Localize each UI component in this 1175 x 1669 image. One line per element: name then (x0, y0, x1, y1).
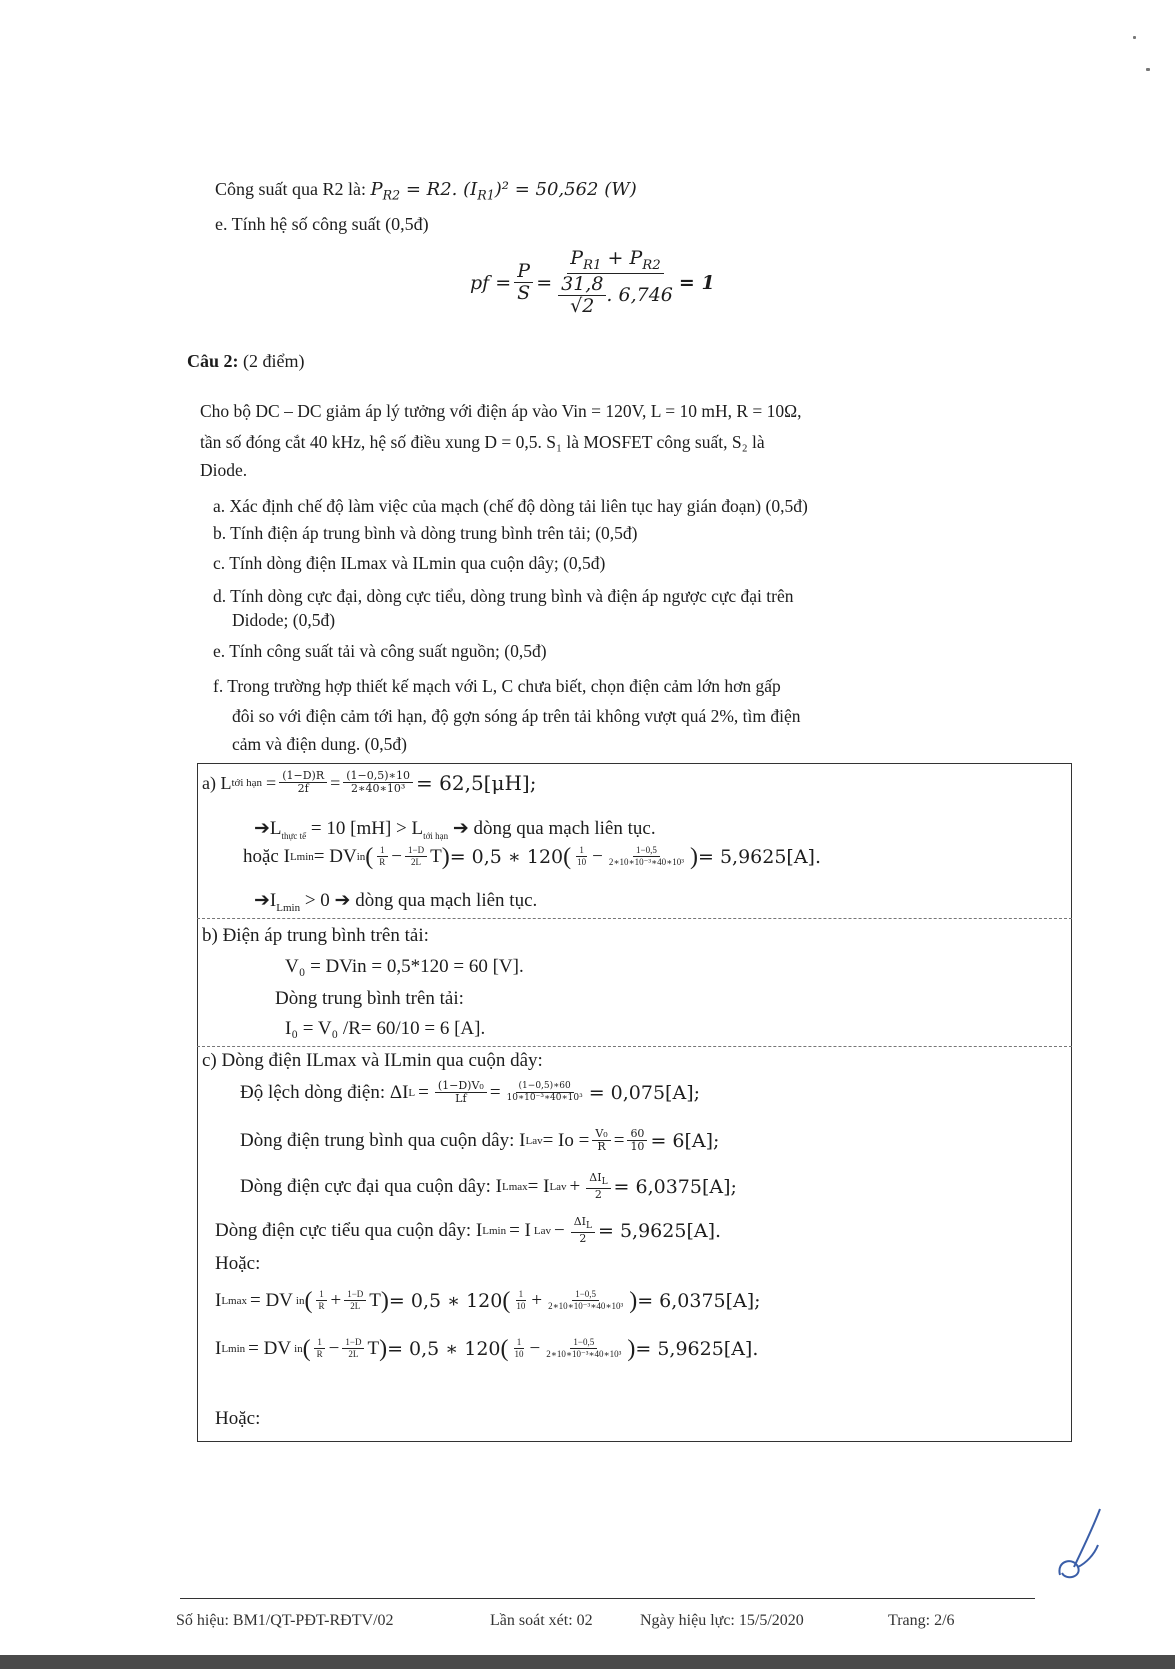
answer-hoac-2: Hoặc: (215, 1408, 261, 1429)
answer-b-title: b) Điện áp trung bình trên tải: (202, 925, 429, 946)
power-factor-formula: pf = $\frac{P}{S}$ = $P_{R1} + P_{R2}$ $\frac{31,8}{√2}$ . 6,746 = 1 (470, 247, 715, 318)
answer-c-avg: Dòng điện trung bình qua cuộn dây: I Lav = Io = $\frac{\text{V₀}}{R}$ = $\frac{60}{10}$ = 6[A]; (240, 1127, 720, 1154)
power-r2-label: Công suất qua R2 là: (215, 179, 366, 199)
question-item-e: e. Tính công suất tải và công suất nguồn; (0,5đ) (213, 641, 547, 661)
answer-b-vo: V₀ = DVin = 0,5*120 = 60 [V]. (285, 956, 524, 977)
pf-fraction-main: $P_{R1} + P_{R2}$ $\frac{31,8}{√2}$ . 6,746 (555, 248, 676, 318)
answer-box-bottom (197, 1441, 1072, 1442)
answer-eq-lmin: I Lmin = DV in ( $\frac{1}{R}$ − $\frac{1-D}{2L}$ T ) = 0,5 ∗ 120 ( $\frac{1}{10}$ − $\frac{1-0,5}{\text{2∗10∗10⁻³∗40∗10³}}$ ) = 5,9625[A]. (215, 1336, 759, 1362)
question-2-intro-3: Diode. (200, 460, 248, 480)
question-item-a: a. Xác định chế độ làm việc của mạch (chế độ dòng tải liên tục hay gián đoạn) (0,5đ) (213, 496, 808, 516)
question-item-d: d. Tính dòng cực đại, dòng cực tiểu, dòng trung bình và điện áp ngược cực đại trên (213, 586, 794, 606)
question-2-intro-2: tần số đóng cắt 40 kHz, hệ số điều xung D = 0,5. S₁ là MOSFET công suất, S₂ là (200, 432, 765, 452)
footer-effective-date: Ngày hiệu lực: 15/5/2020 (640, 1612, 804, 1629)
question-item-f-cont-1: đôi so với điện cảm tới hạn, độ gợn sóng áp trên tải không vượt quá 2%, tìm điện (232, 706, 801, 726)
signature-mark (1052, 1505, 1112, 1585)
footer-rule (180, 1598, 1035, 1599)
pf-lhs: pf = (470, 272, 512, 295)
footer-page-number: Trang: 2/6 (888, 1612, 955, 1629)
power-r2-result: )² = 50,562 (W) (494, 179, 637, 200)
answer-box-top (197, 763, 1072, 764)
question-2-intro-1: Cho bộ DC – DC giảm áp lý tưởng với điện áp vào Vin = 120V, L = 10 mH, R = 10Ω, (200, 401, 802, 421)
question-item-c: c. Tính dòng điện ILmax và ILmin qua cuộn dây; (0,5đ) (213, 553, 606, 573)
pf-fraction-ps: $\frac{P}{S}$ (514, 261, 533, 305)
question-2-title: Câu 2: (2 điểm) (187, 351, 305, 371)
answer-a-line-4: $➔I_{Lmin} > 0$ ➔ dòng qua mạch liên tục. (254, 890, 538, 914)
answer-a-line-3: hoặc I Lmin = DV in ( $\frac{1}{R}$ − $\frac{1-D}{2L}$ T ) = 0,5 ∗ 120 ( $\frac{1}{10}$ − $\frac{1-0,5}{\text{2∗10∗10⁻³∗40∗10³}}$ ) = 5,9625[A]. (243, 844, 822, 870)
scan-speck (1133, 36, 1136, 39)
answer-divider-bc (197, 1046, 1072, 1047)
answer-a-line-2: $➔L_{thực tế} = 10$ $[mH] > L_{tới hạn}$ ➔ dòng qua mạch liên tục. (254, 818, 656, 841)
footer-code: Số hiệu: BM1/QT-PĐT-RĐTV/02 (176, 1612, 394, 1629)
answer-c-delta: Độ lệch dòng điện: ΔI L = $\frac{\text{(1−D)V₀}}{Lf}$ = $\frac{(1-0,5)∗60}{\text{10∗10⁻³∗40∗10³}}$ = 0,075[A]; (240, 1079, 701, 1106)
answer-b-io: I₀ = V₀ /R= 60/10 = 6 [A]. (285, 1018, 486, 1039)
answer-c-title: c) Dòng điện ILmax và ILmin qua cuộn dây: (202, 1050, 543, 1071)
answer-a-line-1: a) L tới hạn = $\frac{(1-D)R}{2f}$ = $\frac{(1-0,5)∗10}{\text{2∗40∗10³}}$ = 62,5[μH]; (202, 769, 537, 796)
scan-speck (1146, 68, 1150, 71)
power-r2-line: Công suất qua R2 là: $P_{R2} = R2$. $(I_{R1})^2 = 50,562$ (W) (215, 179, 637, 203)
question-item-b: b. Tính điện áp trung bình và dòng trung bình trên tải; (0,5đ) (213, 523, 638, 543)
answer-b-io-title: Dòng trung bình trên tải: (275, 988, 464, 1009)
answer-c-min: Dòng điện cực tiểu qua cuộn dây: I Lmin = I Lav − $\frac{\Delta I_L}{2}$ = 5,9625[A]. (215, 1215, 722, 1246)
answer-eq-lmax: I Lmax = DV in ( $\frac{1}{R}$ + $\frac{1-D}{2L}$ T ) = 0,5 ∗ 120 ( $\frac{1}{10}$ + $\frac{1-0,5}{\text{2∗10∗10⁻³∗40∗10³}}$ ) = 6,0375[A]; (215, 1288, 761, 1314)
power-r2-mid: = R2. (I (400, 179, 478, 200)
section-e-heading: e. Tính hệ số công suất (0,5đ) (215, 214, 429, 234)
question-item-f: f. Trong trường hợp thiết kế mạch với L, C chưa biết, chọn điện cảm lớn hơn gấp (213, 676, 781, 696)
scan-edge-bar (0, 1655, 1175, 1669)
pf-result: = 1 (678, 272, 715, 295)
power-r2-symbol: $P_{R2}$ (370, 179, 401, 203)
answer-c-max: Dòng điện cực đại qua cuộn dây: I Lmax = I Lav + $\frac{\Delta I_L}{2}$ = 6,0375[A]; (240, 1171, 737, 1202)
question-item-d-cont: Didode; (0,5đ) (232, 610, 336, 630)
question-item-f-cont-2: cảm và điện dung. (0,5đ) (232, 734, 407, 754)
answer-hoac-1: Hoặc: (215, 1253, 261, 1274)
footer-revision: Lần soát xét: 02 (490, 1612, 593, 1629)
